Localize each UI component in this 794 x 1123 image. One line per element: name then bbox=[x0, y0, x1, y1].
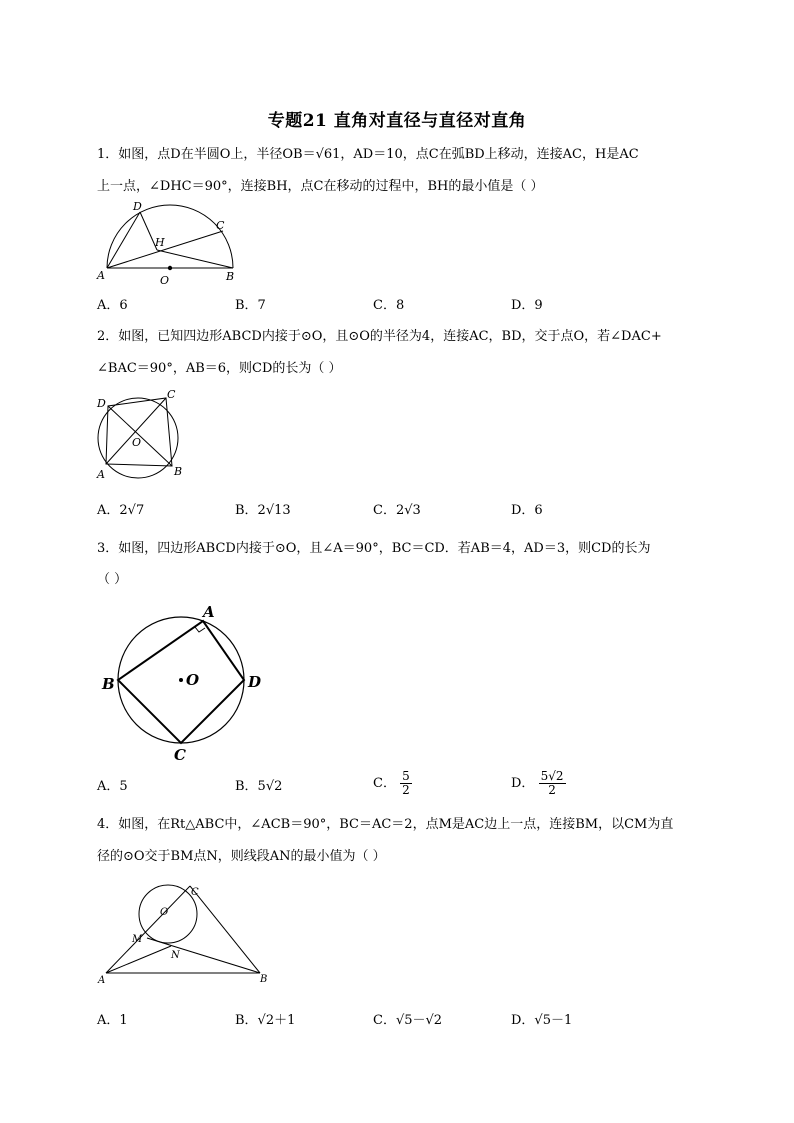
q3-option-d-letter: D． bbox=[511, 776, 535, 791]
q3-option-c-numerator: 5 bbox=[402, 769, 410, 783]
q1-option-d[interactable]: D．9 bbox=[511, 298, 543, 313]
q3-label-a: A bbox=[203, 603, 215, 621]
q4-label-c: C bbox=[191, 887, 199, 898]
q4-option-a[interactable]: A．1 bbox=[97, 1013, 128, 1028]
q4-label-a: A bbox=[98, 975, 106, 986]
q2-label-o: O bbox=[132, 436, 142, 449]
q4-stem-line1: 4．如图，在Rt△ABC中，∠ACB＝90°，BC＝AC＝2，点M是AC边上一点，连接BM，以CM为直 bbox=[97, 817, 674, 832]
q2-option-b[interactable]: B．2√13 bbox=[235, 503, 291, 518]
q1-option-c[interactable]: C．8 bbox=[373, 298, 405, 313]
q1-option-a[interactable]: A．6 bbox=[97, 298, 128, 313]
q2-options bbox=[97, 502, 707, 524]
q1-label-a: A bbox=[97, 269, 105, 282]
q4-label-o: O bbox=[160, 907, 169, 918]
q3-option-b[interactable]: B．5√2 bbox=[235, 779, 283, 794]
q3-figure bbox=[98, 598, 268, 768]
q3-label-o: O bbox=[186, 671, 200, 689]
q4-stem-line2: 径的⊙O交于BM点N，则线段AN的最小值为（ ） bbox=[97, 849, 386, 864]
q1-figure bbox=[94, 198, 244, 290]
q3-center-dot bbox=[179, 678, 183, 682]
q4-option-d[interactable]: D．√5－1 bbox=[511, 1013, 573, 1028]
q1-options bbox=[97, 297, 707, 319]
q2-option-c[interactable]: C．2√3 bbox=[373, 503, 421, 518]
q1-stem-line2: 上一点，∠DHC＝90°，连接BH，点C在移动的过程中，BH的最小值是（ ） bbox=[97, 179, 544, 194]
page-title: 专题21 直角对直径与直径对直角 bbox=[267, 111, 527, 131]
q3-label-c: C bbox=[174, 746, 186, 764]
q2-stem-line1: 2．如图，已知四边形ABCD内接于⊙O，且⊙O的半径为4，连接AC，BD，交于点O，若∠DAC+ bbox=[97, 329, 662, 344]
q4-label-b: B bbox=[260, 974, 268, 985]
q3-label-d: D bbox=[248, 673, 262, 691]
q1-stem-line1: 1．如图，点D在半圆O上，半径OB＝√61，AD＝10，点C在弧BD上移动，连接AC，H是AC bbox=[97, 147, 639, 162]
q3-stem-line1: 3．如图，四边形ABCD内接于⊙O，且∠A＝90°，BC＝CD．若AB＝4，AD＝3，则CD的长为 bbox=[97, 541, 651, 556]
q2-stem-line2: ∠BAC＝90°，AB＝6，则CD的长为（ ） bbox=[97, 361, 342, 376]
q3-option-a[interactable]: A．5 bbox=[97, 779, 128, 794]
q2-option-d[interactable]: D．6 bbox=[511, 503, 543, 518]
q1-label-c: C bbox=[216, 219, 225, 232]
q2-label-d: D bbox=[97, 397, 106, 410]
q3-stem-line2: （ ） bbox=[97, 572, 128, 587]
q2-option-a[interactable]: A．2√7 bbox=[97, 503, 145, 518]
q3-option-d-fraction bbox=[539, 770, 566, 797]
q2-label-b: B bbox=[174, 465, 183, 478]
q3-label-b: B bbox=[102, 675, 115, 693]
q1-label-d: D bbox=[133, 200, 142, 213]
q3-option-c-letter: C． bbox=[373, 776, 396, 791]
q1-label-h: H bbox=[155, 236, 165, 249]
q1-option-b[interactable]: B．7 bbox=[235, 298, 266, 313]
q3-option-c[interactable] bbox=[373, 770, 412, 797]
q4-options bbox=[97, 1012, 707, 1034]
q2-figure bbox=[92, 386, 202, 482]
q3-options bbox=[97, 770, 707, 806]
q4-label-m: M bbox=[132, 934, 143, 945]
q3-option-d-denominator: 2 bbox=[548, 783, 556, 797]
q4-label-n: N bbox=[171, 950, 180, 961]
q1-center-dot bbox=[168, 266, 172, 270]
q3-option-d[interactable] bbox=[511, 770, 566, 797]
q4-figure bbox=[94, 880, 274, 988]
q2-label-c: C bbox=[167, 388, 176, 401]
q3-option-c-fraction bbox=[400, 770, 412, 797]
q2-label-a: A bbox=[97, 468, 105, 481]
q1-label-b: B bbox=[226, 270, 235, 283]
q4-option-c[interactable]: C．√5－√2 bbox=[373, 1013, 443, 1028]
q4-option-b[interactable]: B．√2＋1 bbox=[235, 1013, 296, 1028]
q3-option-c-denominator: 2 bbox=[402, 783, 410, 797]
q3-option-d-numerator: 5√2 bbox=[540, 769, 564, 783]
q1-label-o: O bbox=[160, 274, 170, 287]
